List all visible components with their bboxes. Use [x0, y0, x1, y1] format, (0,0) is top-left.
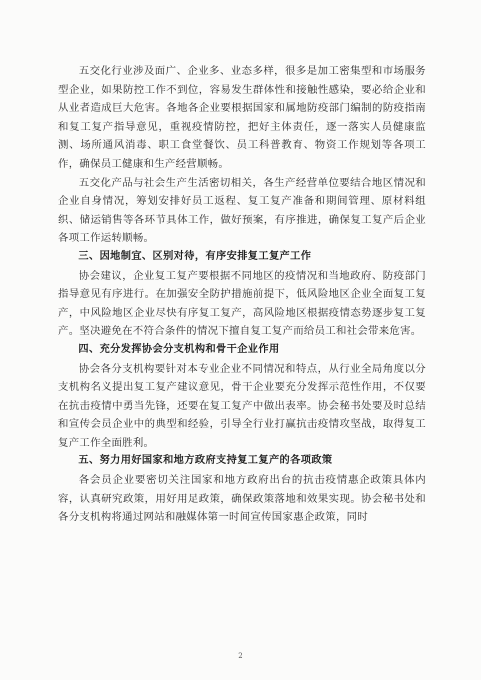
paragraph-5: 各会员企业要密切关注国家和地方政府出台的抗击疫情惠企政策具体内容，认真研究政策，用好用足政策，确保政策落地和效果实现。协会秘书处和各分支机构将通过网站和融媒体第一时间宣传国家惠企政策，同时 [58, 474, 426, 524]
page-number: 2 [238, 652, 243, 660]
section-heading-3: 三、因地制宜、区别对待，有序安排复工复产工作 [78, 250, 312, 262]
paragraph-4: 协会各分支机构要针对本专业企业不同情况和特点，从行业全局角度以分支机构名义提出复工复产建议意见，骨干企业要充分发挥示范性作用，不仅要在抗击疫情中勇当先锋，还要在复工复产中做出表率。协会秘书处要及时总结和宣传会员企业中的典型和经验，引导全行业打赢抗击疫情攻坚战，取得复工复产工作全面胜利。 [58, 362, 426, 449]
section-heading-5: 五、努力用好国家和地方政府支持复工复产的各项政策 [78, 455, 333, 467]
section-heading-4: 四、充分发挥协会分支机构和骨干企业作用 [78, 343, 280, 355]
paragraph-2: 五交化产品与社会生产生活密切相关，各生产经营单位要结合地区情况和企业自身情况，筹划安排好员工返程、复工复产准备和期间管理、原材料组织、储运销售等各环节具体工作，做好预案，有序推进，确保复工复产后企业各项工作运转顺畅。 [58, 176, 426, 245]
paragraph-3: 协会建议，企业复工复产要根据不同地区的疫情况和当地政府、防疫部门指导意见有序进行。在加强安全防护措施前提下，低风险地区企业全面复工复产，中风险地区企业尽快有序复工复产，高风险地区根据疫情态势逐步复工复产。坚决避免在不符合条件的情况下擅自复工复产而给员工和社会带来危害。 [58, 269, 426, 338]
document-body [58, 62, 426, 527]
paragraph-1: 五交化行业涉及面广、企业多、业态多样，很多是加工密集型和市场服务型企业，如果防控工作不到位，容易发生群体性和接触性感染，要必给企业和从业者造成巨大危害。各地各企业要根据国家和属地防疫部门编制的防疫指南和复工复产指导意见，重视疫情防控，把好主体责任，逐一落实人员健康监测、场所通风消毒、职工食堂餐饮、员工科普教育、物资工作规划等各项工作，确保员工健康和生产经营顺畅。 [58, 65, 426, 170]
